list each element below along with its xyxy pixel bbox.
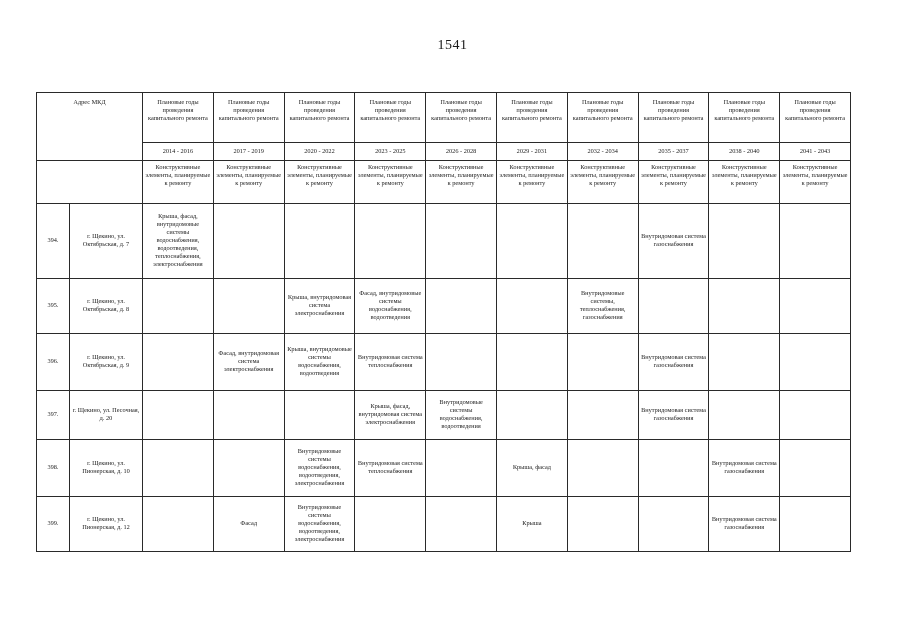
repair-cell [497,334,568,391]
repair-cell [567,204,638,279]
table-row [37,497,851,552]
repair-cell: Фасад, внутридомовые системы водоснабжения, водоотведения [355,279,426,334]
repair-cell: Внутридомовые системы водоснабжения, водоотведения, электроснабжения [284,497,355,552]
repair-cell [426,334,497,391]
period-cell: 2020 - 2022 [284,143,355,161]
element-label-cell: Конструктивные элементы, планируемые к ремонту [567,161,638,204]
period-cell: 2041 - 2043 [780,143,851,161]
repair-cell: Внутридомовая система газоснабжения [638,204,709,279]
element-label-cell: Конструктивные элементы, планируемые к ремонту [780,161,851,204]
plan-title-cell: Плановые годы проведения капитального ремонта [567,93,638,143]
period-cell: 2026 - 2028 [426,143,497,161]
repair-cell [143,279,214,334]
capital-repair-schedule-table [36,92,851,552]
building-address: г. Щекино, ул. Песочная, д. 20 [70,391,143,440]
repair-cell [355,497,426,552]
repair-cell [567,440,638,497]
repair-cell: Крыша, внутридомовая система электроснабжения [284,279,355,334]
repair-cell [638,440,709,497]
repair-cell [780,204,851,279]
header-row-plan-title [37,93,851,143]
element-label-cell: Конструктивные элементы, планируемые к ремонту [426,161,497,204]
repair-cell: Крыша, фасад, внутридомовые системы водоснабжения, водоотведения, теплоснабжения, электроснабжения [143,204,214,279]
table-row [37,204,851,279]
repair-cell [284,204,355,279]
repair-cell [143,497,214,552]
table-row [37,440,851,497]
row-number: 394. [37,204,70,279]
table-row [37,334,851,391]
repair-cell: Фасад, внутридомовая система электроснабжения [213,334,284,391]
header-row-periods [37,143,851,161]
period-cell: 2032 - 2034 [567,143,638,161]
repair-cell [780,440,851,497]
element-label-cell: Конструктивные элементы, планируемые к ремонту [709,161,780,204]
header-spacer-cell [37,161,143,204]
plan-title-cell: Плановые годы проведения капитального ремонта [638,93,709,143]
repair-cell: Внутридомовые системы, теплоснабжения, газоснабжения [567,279,638,334]
repair-cell [567,334,638,391]
building-address: г. Щекино, ул. Пионерская, д. 10 [70,440,143,497]
period-cell: 2014 - 2016 [143,143,214,161]
period-cell: 2038 - 2040 [709,143,780,161]
repair-cell [426,440,497,497]
repair-cell: Внутридомовая система газоснабжения [709,497,780,552]
repair-cell [780,391,851,440]
row-number: 398. [37,440,70,497]
element-label-cell: Конструктивные элементы, планируемые к ремонту [497,161,568,204]
repair-cell [213,440,284,497]
repair-cell: Крыша [497,497,568,552]
repair-cell [143,391,214,440]
plan-title-cell: Плановые годы проведения капитального ремонта [709,93,780,143]
building-address: г. Щекино, ул. Октябрьская, д. 7 [70,204,143,279]
repair-cell [213,391,284,440]
table-header [37,93,851,204]
repair-cell: Крыша, фасад [497,440,568,497]
repair-cell: Фасад [213,497,284,552]
repair-cell [355,204,426,279]
element-label-cell: Конструктивные элементы, планируемые к ремонту [355,161,426,204]
address-column-header: Адрес МКД [37,93,143,161]
repair-cell: Крыша, фасад, внутридомовая система электроснабжения [355,391,426,440]
repair-cell [780,497,851,552]
repair-cell [426,204,497,279]
repair-cell [567,497,638,552]
repair-cell [709,391,780,440]
plan-title-cell: Плановые годы проведения капитального ремонта [355,93,426,143]
repair-cell: Внутридомовые системы водоснабжения, водоотведения [426,391,497,440]
page-number: 1541 [437,38,468,53]
repair-cell [638,279,709,334]
repair-cell: Крыша, внутридомовые системы водоснабжения, водоотведения [284,334,355,391]
row-number: 396. [37,334,70,391]
row-number: 399. [37,497,70,552]
plan-title-cell: Плановые годы проведения капитального ремонта [426,93,497,143]
table-row [37,279,851,334]
repair-cell [567,391,638,440]
repair-cell [213,204,284,279]
period-cell: 2035 - 2037 [638,143,709,161]
repair-cell: Внутридомовая система теплоснабжения [355,440,426,497]
element-label-cell: Конструктивные элементы, планируемые к ремонту [213,161,284,204]
repair-cell [426,279,497,334]
repair-cell: Внутридомовая система газоснабжения [638,391,709,440]
repair-cell [143,440,214,497]
plan-title-cell: Плановые годы проведения капитального ремонта [780,93,851,143]
plan-title-cell: Плановые годы проведения капитального ремонта [284,93,355,143]
repair-cell [709,279,780,334]
element-label-cell: Конструктивные элементы, планируемые к ремонту [638,161,709,204]
repair-cell [780,279,851,334]
period-cell: 2023 - 2025 [355,143,426,161]
plan-title-cell: Плановые годы проведения капитального ремонта [497,93,568,143]
table-body [37,204,851,552]
building-address: г. Щекино, ул. Октябрьская, д. 8 [70,279,143,334]
element-label-cell: Конструктивные элементы, планируемые к ремонту [143,161,214,204]
row-number: 395. [37,279,70,334]
repair-cell [284,391,355,440]
repair-cell [497,204,568,279]
repair-cell: Внутридомовая система теплоснабжения [355,334,426,391]
row-number: 397. [37,391,70,440]
repair-cell: Внутридомовая система газоснабжения [709,440,780,497]
header-row-elements [37,161,851,204]
element-label-cell: Конструктивные элементы, планируемые к ремонту [284,161,355,204]
repair-cell [426,497,497,552]
repair-cell [213,279,284,334]
period-cell: 2029 - 2031 [497,143,568,161]
plan-title-cell: Плановые годы проведения капитального ремонта [213,93,284,143]
repair-cell [497,279,568,334]
repair-cell: Внутридомовые системы водоснабжения, водоотведения, электроснабжения [284,440,355,497]
repair-cell [709,334,780,391]
table-row [37,391,851,440]
repair-cell [497,391,568,440]
plan-title-cell: Плановые годы проведения капитального ремонта [143,93,214,143]
repair-cell [780,334,851,391]
repair-cell: Внутридомовая система газоснабжения [638,334,709,391]
building-address: г. Щекино, ул. Пионерская, д. 12 [70,497,143,552]
repair-cell [143,334,214,391]
building-address: г. Щекино, ул. Октябрьская, д. 9 [70,334,143,391]
repair-cell [638,497,709,552]
period-cell: 2017 - 2019 [213,143,284,161]
repair-cell [709,204,780,279]
